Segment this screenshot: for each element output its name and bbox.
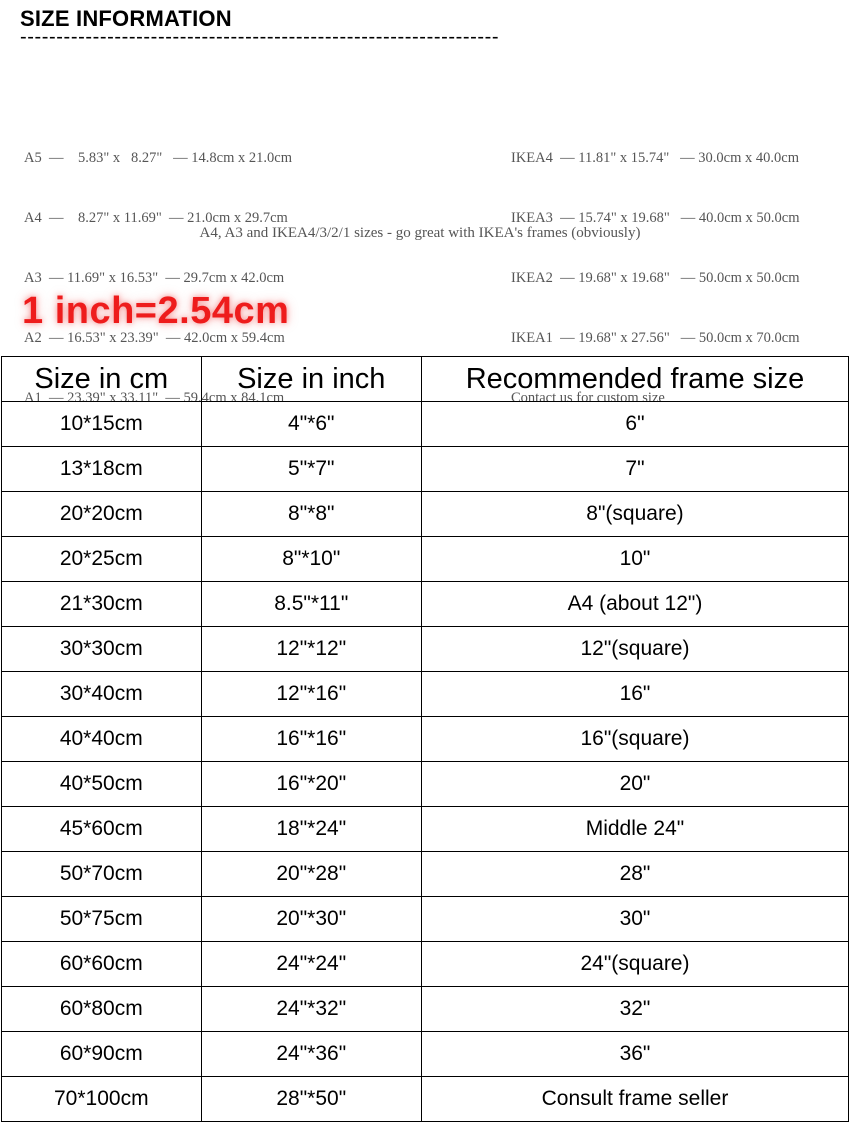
table-row — [2, 942, 849, 987]
cell-size-cm: 30*30cm — [2, 627, 202, 672]
cell-size-inch: 28"*50" — [201, 1077, 421, 1122]
table-row — [2, 852, 849, 897]
table-row — [2, 582, 849, 627]
size-line-ikea1: IKEA1 — 19.68" x 27.56" — 50.0cm x 70.0cm — [511, 330, 800, 346]
cell-size-inch: 18"*24" — [201, 807, 421, 852]
table-row — [2, 537, 849, 582]
cell-size-cm: 50*75cm — [2, 897, 202, 942]
cell-size-cm: 60*60cm — [2, 942, 202, 987]
cell-frame-size: 32" — [421, 987, 848, 1032]
ikea-frames-note: A4, A3 and IKEA4/3/2/1 sizes - go great with IKEA's frames (obviously) — [199, 225, 641, 241]
cell-frame-size: 7" — [421, 447, 848, 492]
table-row — [2, 807, 849, 852]
cell-size-inch: 24"*24" — [201, 942, 421, 987]
page-title: SIZE INFORMATION — [20, 6, 232, 31]
cell-frame-size: Consult frame seller — [421, 1077, 848, 1122]
cell-size-cm: 10*15cm — [2, 402, 202, 447]
cell-size-cm: 40*50cm — [2, 762, 202, 807]
table-row — [2, 492, 849, 537]
title-underline: ------------------------------------------------------------------ — [20, 26, 500, 48]
table-row — [2, 897, 849, 942]
cell-size-cm: 20*25cm — [2, 537, 202, 582]
header-size-cm: Size in cm — [2, 357, 202, 402]
cell-size-inch: 8"*8" — [201, 492, 421, 537]
cell-size-cm: 70*100cm — [2, 1077, 202, 1122]
cell-frame-size: 20" — [421, 762, 848, 807]
cell-size-cm: 30*40cm — [2, 672, 202, 717]
size-line-a3: A3 — 11.69" x 16.53" — 29.7cm x 42.0cm — [24, 270, 285, 286]
cell-size-inch: 5"*7" — [201, 447, 421, 492]
cell-frame-size: 10" — [421, 537, 848, 582]
table-row — [2, 1032, 849, 1077]
cell-size-inch: 16"*20" — [201, 762, 421, 807]
table-row — [2, 987, 849, 1032]
cell-size-inch: 8"*10" — [201, 537, 421, 582]
size-line-ikea3: IKEA3 — 15.74" x 19.68" — 40.0cm x 50.0cm — [511, 210, 800, 226]
cell-size-inch: 4"*6" — [201, 402, 421, 447]
cell-frame-size: 6" — [421, 402, 848, 447]
cell-frame-size: 12"(square) — [421, 627, 848, 672]
cell-frame-size: 36" — [421, 1032, 848, 1077]
header-size-inch: Size in inch — [201, 357, 421, 402]
size-line-a5: A5 — 5.83" x 8.27" — 14.8cm x 21.0cm — [24, 150, 292, 166]
cell-frame-size: A4 (about 12") — [421, 582, 848, 627]
cell-size-cm: 13*18cm — [2, 447, 202, 492]
cell-size-cm: 45*60cm — [2, 807, 202, 852]
table-row — [2, 447, 849, 492]
table-row — [2, 717, 849, 762]
cell-size-inch: 24"*36" — [201, 1032, 421, 1077]
cell-size-cm: 40*40cm — [2, 717, 202, 762]
cell-size-cm: 60*90cm — [2, 1032, 202, 1077]
cell-size-inch: 8.5"*11" — [201, 582, 421, 627]
size-line-a1: A1 — 23.39" x 33.11" — 59.4cm x 84.1cm — [24, 390, 285, 406]
table-row — [2, 402, 849, 447]
cell-size-inch: 20"*30" — [201, 897, 421, 942]
size-line-ikea2: IKEA2 — 19.68" x 19.68" — 50.0cm x 50.0cm — [511, 270, 800, 286]
table-row — [2, 672, 849, 717]
cell-size-cm: 21*30cm — [2, 582, 202, 627]
cell-frame-size: Middle 24" — [421, 807, 848, 852]
cell-size-inch: 24"*32" — [201, 987, 421, 1032]
cell-size-cm: 60*80cm — [2, 987, 202, 1032]
cell-size-inch: 20"*28" — [201, 852, 421, 897]
custom-size-note: Contact us for custom size — [511, 390, 665, 406]
frame-size-table — [1, 356, 849, 1122]
cell-size-inch: 12"*12" — [201, 627, 421, 672]
cell-size-inch: 12"*16" — [201, 672, 421, 717]
cell-frame-size: 8"(square) — [421, 492, 848, 537]
cell-frame-size: 16"(square) — [421, 717, 848, 762]
cell-size-cm: 20*20cm — [2, 492, 202, 537]
size-line-a2: A2 — 16.53" x 23.39" — 42.0cm x 59.4cm — [24, 330, 285, 346]
cell-frame-size: 28" — [421, 852, 848, 897]
table-row — [2, 627, 849, 672]
header-frame-size: Recommended frame size — [421, 357, 848, 402]
size-line-ikea4: IKEA4 — 11.81" x 15.74" — 30.0cm x 40.0cm — [511, 150, 799, 166]
table-row — [2, 1077, 849, 1122]
cell-frame-size: 16" — [421, 672, 848, 717]
cell-frame-size: 30" — [421, 897, 848, 942]
table-header-row — [2, 357, 849, 402]
cell-size-inch: 16"*16" — [201, 717, 421, 762]
cell-size-cm: 50*70cm — [2, 852, 202, 897]
table-row — [2, 762, 849, 807]
cell-frame-size: 24"(square) — [421, 942, 848, 987]
size-line-a4: A4 — 8.27" x 11.69" — 21.0cm x 29.7cm — [24, 210, 288, 226]
inch-conversion-banner: 1 inch=2.54cm — [22, 290, 290, 332]
